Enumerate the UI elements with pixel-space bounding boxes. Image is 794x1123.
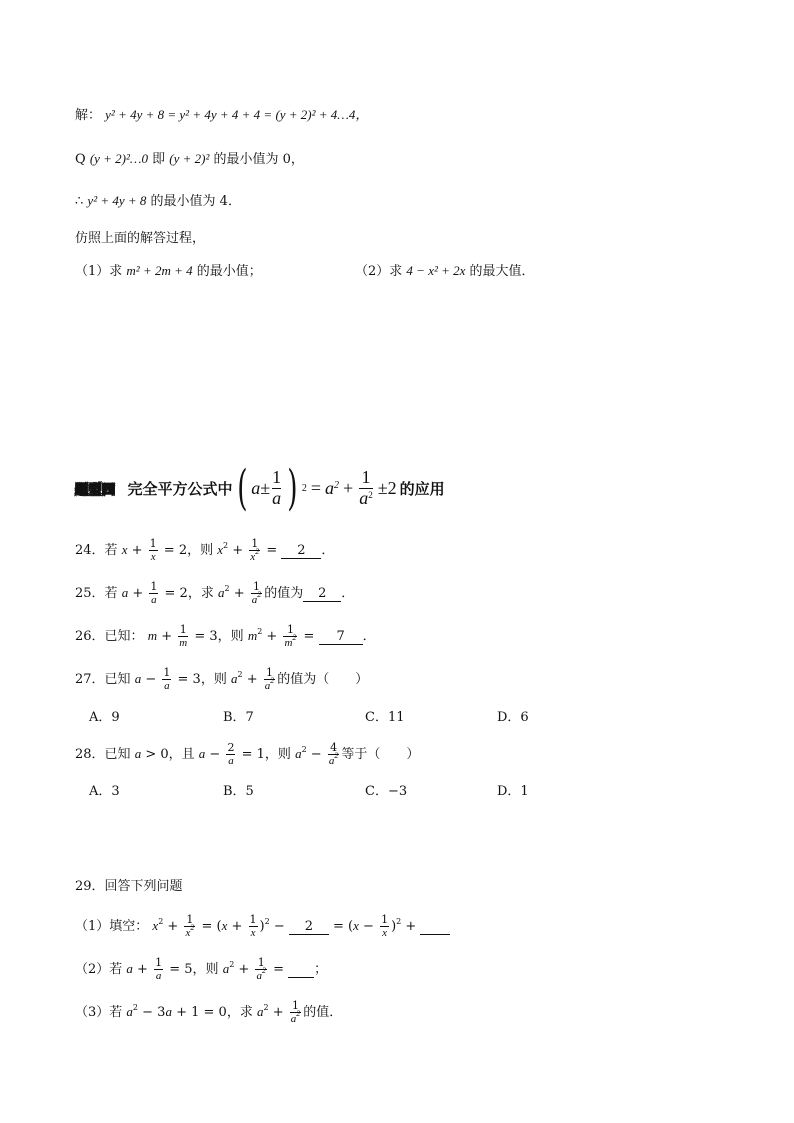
q29-p2-answer-blank[interactable] (288, 963, 314, 978)
solution-equation: y² + 4y + 8 = y² + 4y + 4 + 4 = (y + 2)² + 4…4， (105, 107, 369, 122)
q25-text-2: ，求 (187, 586, 214, 601)
q25-text-3: 的值为 (264, 586, 304, 601)
because-connector: 即 (152, 152, 166, 167)
q27-text: 已知 (104, 672, 131, 687)
therefore-expression: y² + 4y + 8 (87, 193, 147, 208)
q29-p2-end: ； (314, 962, 328, 977)
left-paren: ( (236, 460, 248, 516)
solution-line-2 (75, 152, 304, 166)
q26-end: ． (362, 629, 376, 644)
solution-label: 解： (75, 108, 102, 123)
q28-option-b[interactable]: B．5 (223, 784, 254, 799)
section-title-prefix: 完全平方公式中 (127, 479, 233, 498)
question-28: 28．已知 a > 0，且 a − $\frac{2}{a}$ = 1，则 $a^2$ − $\frac{4}{a^2}$ 等于（ ） (75, 741, 420, 767)
question-25: 25．若 a + $\frac{1}{a}$ = 2，求 $a^2$ + $\frac{1}{a^2}$ 的值为 2 ． (75, 580, 355, 606)
q27-option-a[interactable]: A．9 (89, 710, 120, 725)
q25-end: ． (341, 586, 355, 601)
solution-line-3 (75, 194, 241, 208)
formula-equals: = (310, 477, 322, 498)
q27-option-c[interactable]: C．11 (365, 710, 405, 725)
q29-p1-second-blank[interactable] (420, 920, 450, 935)
q24-text: 若 (104, 543, 118, 558)
part1-expression: m² + 2m + 4 (126, 263, 193, 278)
question-24: 24．若 x + $\frac{1}{x}$ = 2，则 $x^2$ + $\frac{1}{x^2}$ = 2 ． (75, 537, 335, 563)
q26-text: 已知： (104, 629, 144, 644)
q28-text-3: ，则 (264, 747, 291, 762)
q29-p1-answer-blank[interactable]: 2 (289, 920, 329, 935)
formula-a: a (251, 477, 261, 498)
formula-fraction-1-over-a2: $\frac{1}{a^2}$ (359, 466, 373, 508)
q25-number: 25． (75, 586, 105, 601)
therefore-text: 的最小值为 4． (150, 194, 241, 209)
q29-part-2: （2）若 a + $\frac{1}{a}$ = 5，则 $a^2$ + $\frac{1}{a^2}$ = ； (75, 956, 328, 982)
question-29-title: 29．回答下列问题 (75, 879, 183, 894)
q29-p3-end: 的值． (303, 1005, 343, 1020)
q27-text-3: 的值为（ ） (277, 672, 369, 687)
q28-text: 已知 (104, 747, 131, 762)
part1-suffix: 的最小值； (196, 264, 262, 279)
section-badge: 题型四 (75, 482, 116, 498)
section-heading (75, 458, 445, 518)
q25-text: 若 (104, 586, 118, 601)
part2-suffix: 的最大值． (469, 264, 535, 279)
q27-text-2: ，则 (200, 672, 227, 687)
q24-number: 24． (75, 543, 105, 558)
because-symbol: Q (75, 152, 86, 167)
part1-prefix: （1）求 (75, 264, 123, 279)
q29-p2-prefix: （2）若 (75, 962, 123, 977)
q27-option-b[interactable]: B．7 (223, 710, 254, 725)
part2-expression: 4 − x² + 2x (406, 263, 466, 278)
q26-text-2: ，则 (217, 629, 244, 644)
q29-p2-mid: ，则 (192, 962, 219, 977)
q28-option-d[interactable]: D．1 (497, 784, 529, 799)
question-26: 26．已知： m + $\frac{1}{m}$ = 3，则 $m^2$ + $\frac{1}{m^2}$ = 7 ． (75, 623, 376, 649)
formula-fraction-1-over-a: $\frac{1}{a}$ (272, 466, 282, 508)
q24-answer-blank[interactable]: 2 (281, 544, 321, 559)
formula-plus: + (343, 477, 354, 498)
formula-pm-2: ±2 (377, 477, 397, 498)
formula-a-squared: $a^2$ (325, 477, 340, 498)
q24-end: ． (321, 543, 335, 558)
q28-option-a[interactable]: A．3 (89, 784, 120, 799)
q28-number: 28． (75, 747, 105, 762)
part2-prefix: （2）求 (355, 264, 403, 279)
because-expression: (y + 2)²…0 (89, 151, 148, 166)
q27-number: 27． (75, 672, 105, 687)
because-text: 的最小值为 0， (213, 152, 304, 167)
q24-text-2: ，则 (187, 543, 214, 558)
q26-number: 26． (75, 629, 105, 644)
sub-question-1 (75, 264, 262, 278)
section-title-suffix: 的应用 (399, 479, 445, 498)
formula-pm: ± (260, 477, 271, 498)
q29-part-1: （1）填空： $x^2$ + $\frac{1}{x^2}$ = (x + $\frac{1}{x}$ )$^2$ − 2 = (x − $\frac{1}{x}$ )$^2$ + (75, 914, 450, 939)
instruction-text: 仿照上面的解答过程， (75, 231, 206, 246)
because-expression-2: (y + 2)² (169, 151, 210, 166)
q29-p1-prefix: （1）填空： (75, 919, 149, 934)
formula-exponent: 2 (301, 482, 307, 494)
q29-part-3: （3）若 $a^2 - 3a + 1 = 0$，求 $a^2$ + $\frac{1}{a^2}$ 的值． (75, 999, 343, 1025)
q28-text-2: ，且 (168, 747, 195, 762)
sub-question-2 (355, 264, 535, 278)
q25-answer-blank[interactable]: 2 (303, 587, 341, 602)
therefore-symbol: ∴ (75, 194, 84, 209)
q28-text-4: 等于（ ） (341, 747, 420, 762)
question-27: 27．已知 a − $\frac{1}{a}$ = 3，则 $a^2$ + $\frac{1}{a^2}$ 的值为（ ） (75, 666, 369, 692)
q28-option-c[interactable]: C．−3 (365, 784, 408, 799)
q29-p3-prefix: （3）若 (75, 1005, 123, 1020)
solution-line-1 (75, 108, 368, 122)
q26-answer-blank[interactable]: 7 (319, 630, 363, 645)
q27-option-d[interactable]: D．6 (497, 710, 529, 725)
right-paren: ) (287, 460, 298, 516)
q29-p3-mid: ，求 (226, 1005, 253, 1020)
